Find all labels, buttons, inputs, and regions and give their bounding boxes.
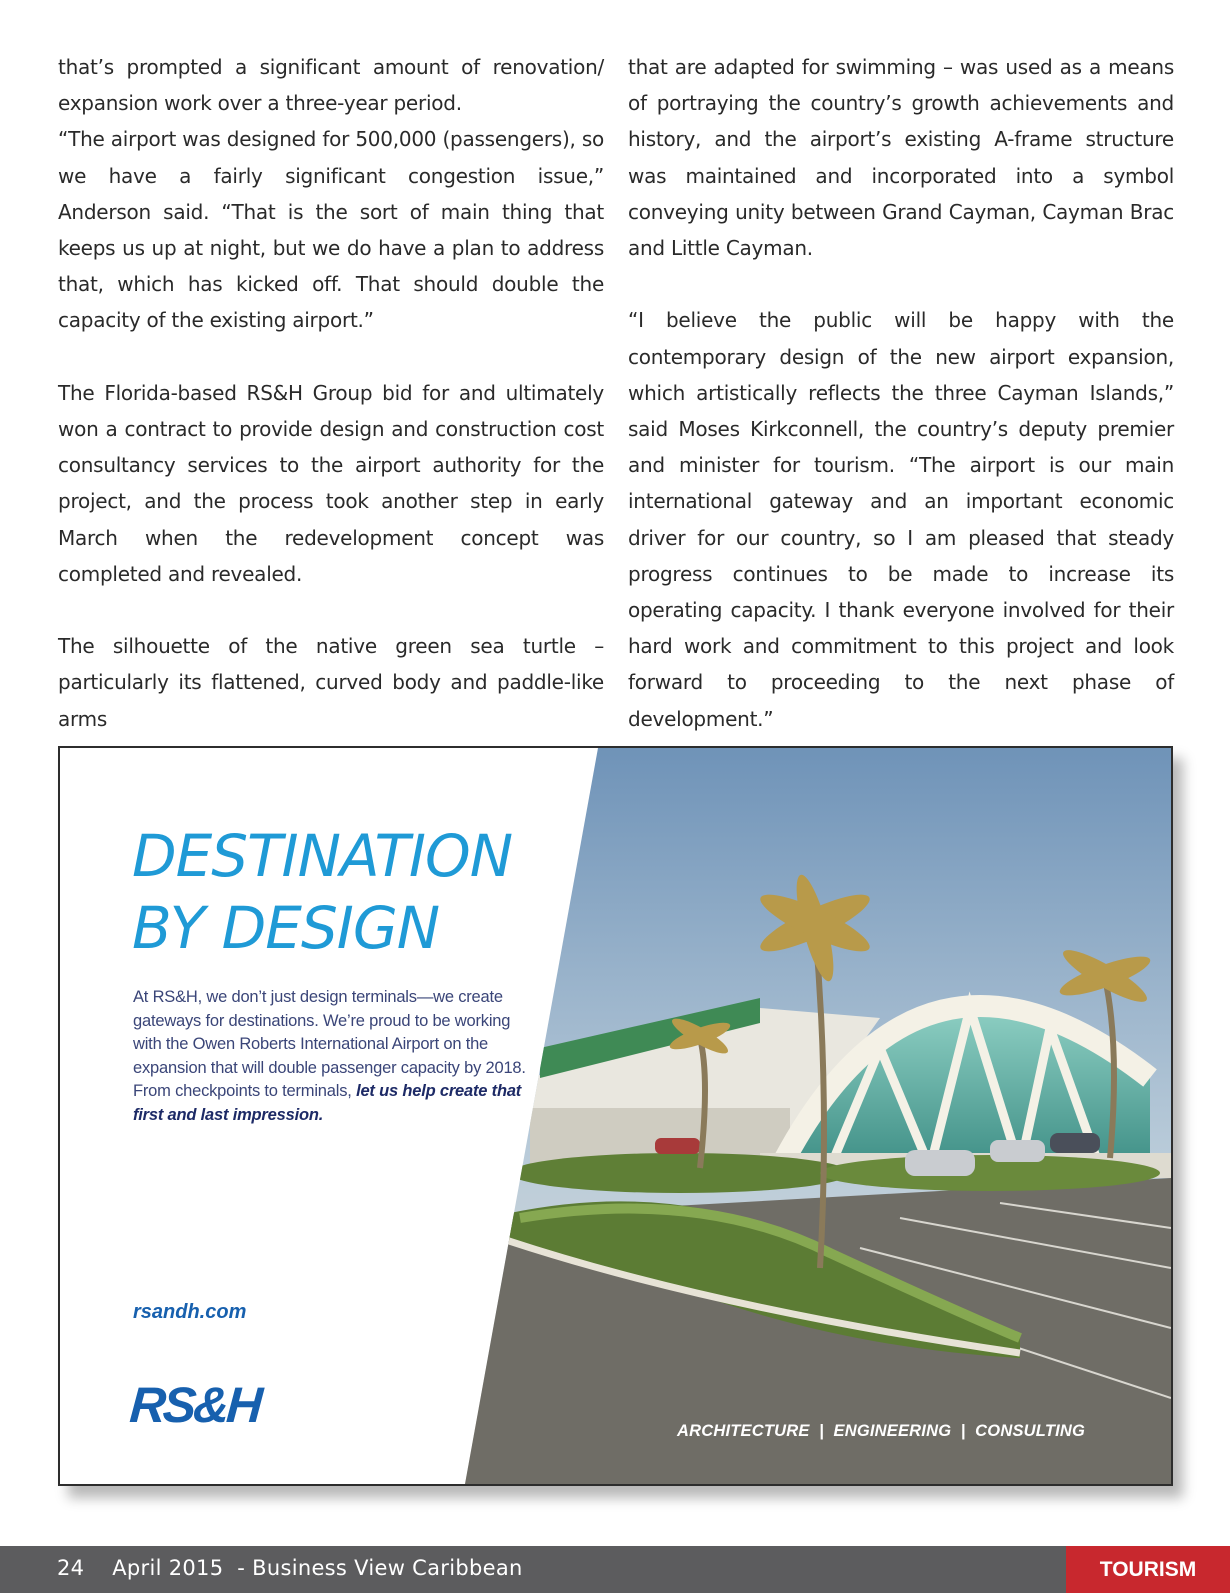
footer-issue-info (57, 1556, 523, 1580)
rsh-logo: RS&H (128, 1377, 262, 1433)
article-column-left (58, 49, 604, 737)
section-tag: TOURISM (1066, 1546, 1230, 1593)
ad-headline-line-2: BY DESIGN (132, 894, 440, 962)
article-column-right (628, 49, 1174, 737)
page-number: 24 (57, 1556, 85, 1580)
ad-headline (132, 820, 512, 964)
paragraph-intro: that’s prompted a significant amount of renovation/ expansion work over a three-year period. (58, 55, 604, 116)
ad-headline-line-1: DESTINATION (132, 822, 513, 890)
paragraph-congestion-quote: “The airport was designed for 500,000 (passengers), so we have a fairly significant congestion issue,” Anderson said. “That is the sort of main thing that keeps us up at night, but we do have a plan to address that, which has kicked off. That should double the capacity of the existing airport.” (58, 127, 604, 333)
paragraph-turtle-continued: that are adapted for swimming – was used as a means of portraying the country’s growth achievements and history, and the airport’s existing A-frame structure was maintained and incorporated into a symbol conveying unity between Grand Cayman, Cayman Brac and Little Cayman. (628, 55, 1174, 261)
paragraph-turtle-silhouette: The silhouette of the native green sea turtle – particularly its flattened, curved body and paddle-like arms (58, 634, 604, 731)
paragraph-rsh-contract: The Florida-based RS&H Group bid for and ultimately won a contract to provide design and construction cost consultancy services to the airport authority for the project, and the process took another step in early March when the redevelopment concept was completed and revealed. (58, 380, 604, 586)
ad-body-emphasis: let us help create that first and last impression. (133, 1082, 522, 1124)
ad-website-link[interactable]: rsandh.com (133, 1301, 247, 1323)
issue-label: April 2015 - Business View Caribbean (112, 1556, 523, 1580)
page-footer (0, 1546, 1230, 1593)
ad-body-copy (133, 986, 533, 1127)
paragraph-kirkconnell-quote: “I believe the public will be happy with the contemporary design of the new airport expansion, which artistically reflects the three Cayman Islands,” said Moses Kirkconnell, the country’s deputy premier and minister for tourism. “The airport is our main international gateway and an important economic driver for our country, so I am pleased that steady progress continues to be made to increase its operating capacity. I thank everyone involved for their hard work and commitment to this project and look forward to proceeding to the next phase of development.” (628, 308, 1174, 731)
ad-services-tagline: ARCHITECTURE | ENGINEERING | CONSULTING (677, 1422, 1086, 1440)
ad-body-text: At RS&H, we don’t just design terminals—we create gateways for destinations. We’re proud to be working with the Owen Roberts International Airport on the expansion that will double passenger capacity by 2018. From checkpoints to terminals, (133, 988, 526, 1100)
rsh-advertisement (58, 746, 1173, 1486)
